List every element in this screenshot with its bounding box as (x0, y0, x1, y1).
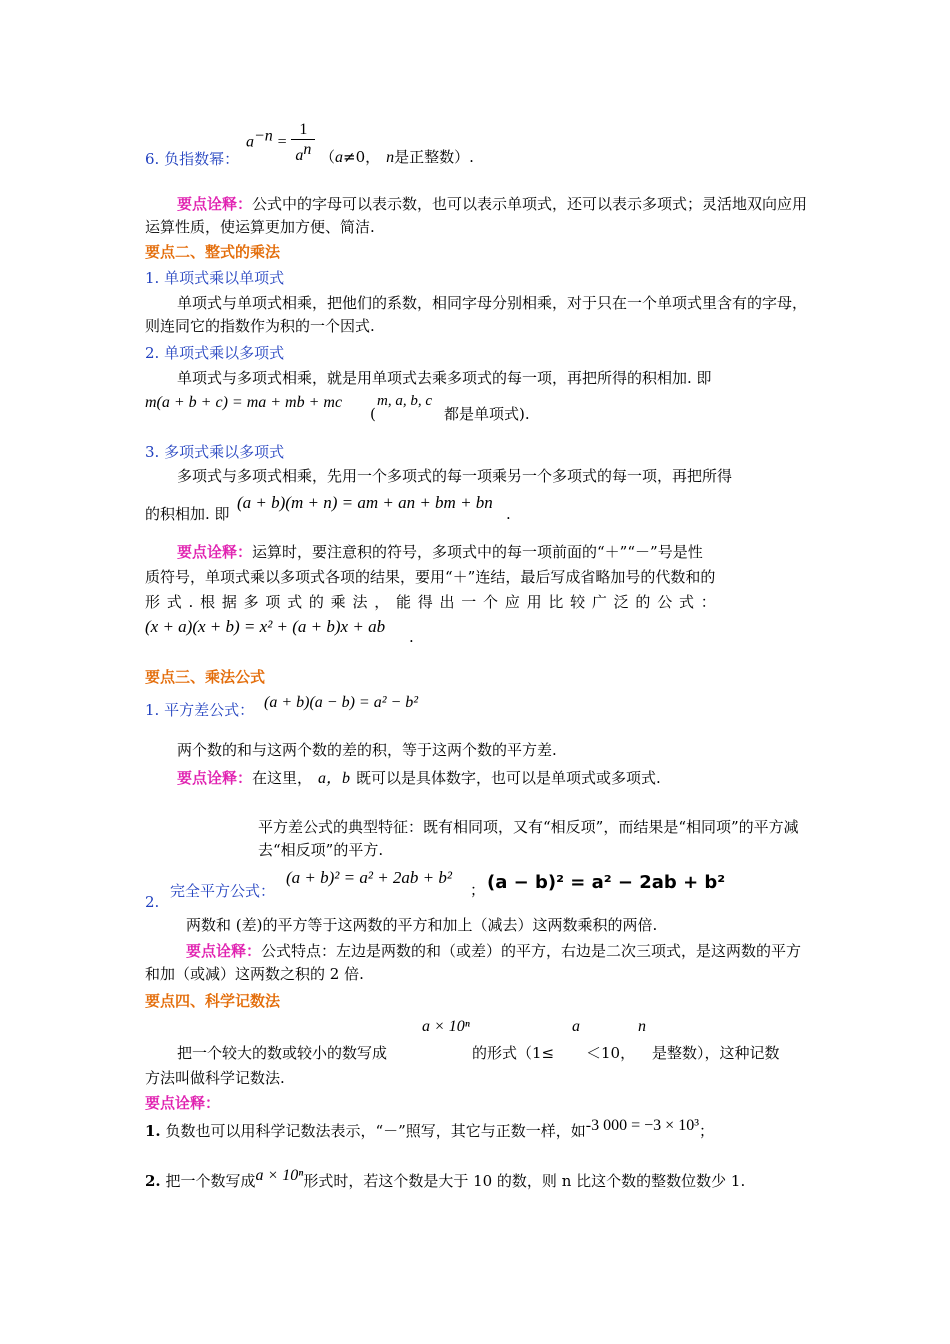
note-paragraph-1 (145, 193, 810, 240)
item-text-b: 形式时，若这个数是大于 10 的数，则 n 比这个数的整数位数少 1. (303, 1172, 746, 1190)
general-product-dot: . (409, 628, 414, 646)
formula-exponent: −n (254, 127, 273, 145)
note-text: 公式中的字母可以表示数，也可以表示单项式，还可以表示多项式；灵活地双向应用运算性质，使运算更加方便、简洁. (145, 195, 808, 237)
poly-times-poly-formula: (a + b)(m + n) = am + an + bm + bn (237, 493, 493, 512)
section-2-sub2-vars: m, a, b, c (377, 393, 432, 409)
condition-end: 是正整数）. (394, 148, 474, 166)
note-paragraph-2-line1 (177, 543, 703, 561)
formula-base: a (246, 133, 254, 151)
condition-open: （ (320, 148, 336, 166)
note-paragraph-2-line3: 形 式 . 根 据 多 项 式 的 乘 法 ， 能 得 出 一 个 应 用 比 较 广 泛 的 公 式 ： (145, 593, 716, 611)
item-number: 2. (145, 1172, 161, 1190)
section-2-sub3-title: 3. 多项式乘以多项式 (145, 443, 285, 461)
formula-fraction (291, 120, 315, 165)
note-text: 公式特点：左边是两数的和（或差）的平方，右边是二次三项式，是这两数的平方和加（或减）这两数之积的 2 倍. (145, 942, 802, 984)
section-3-sub2-number: 2. (145, 893, 160, 911)
note-paragraph-2-line2: 质符号，单项式乘以多项式各项的结果，要用“＋”连结，最后写成省略加号的代数和的 (145, 568, 716, 586)
note-text-a: 在这里， (252, 769, 313, 787)
section-2-sub2-title: 2. 单项式乘以多项式 (145, 344, 285, 362)
section-4-text5: 方法叫做科学记数法. (145, 1069, 285, 1087)
difference-of-squares-formula: (a + b)(a − b) = a² − b² (264, 694, 419, 711)
section-2-sub1-text: 单项式与单项式相乘，把他们的系数，相同字母分别相乘，对于只在一个单项式里含有的字母，则连同它的指数作为积的一个因式. (145, 294, 808, 336)
section-3-sub2-title: 完全平方公式： (170, 882, 276, 900)
negative-exponent-condition (320, 148, 474, 167)
negative-exponent-label: 6. 负指数幂： (145, 150, 240, 168)
section-4-text4: 是整数），这种记数 (652, 1044, 780, 1062)
note-ab: a，b (318, 770, 351, 787)
note-text: 运算时，要注意积的符号，多项式中的每一项前面的“＋”“－”号是性 (252, 543, 703, 561)
sci-notation-formula: a × 10ⁿ (422, 1018, 470, 1035)
item-end: ； (699, 1122, 715, 1140)
section-2-title: 要点二、整式的乘法 (145, 243, 281, 261)
note-label: 要点诠释： (177, 195, 253, 213)
section-3-sub2-text: 两数和 (差)的平方等于这两数的平方和加上（减去）这两数乘积的两倍. (186, 916, 658, 934)
condition-a: a (335, 149, 344, 166)
section-4-note-label: 要点诠释： (145, 1094, 221, 1112)
fraction-numerator: 1 (291, 120, 315, 140)
formula-equals: = (277, 133, 287, 151)
perfect-square-sum-formula: (a + b)² = a² + 2ab + b² (286, 868, 452, 887)
section-2-sub2-text: 单项式与多项式相乘，就是用单项式去乘多项式的每一项，再把所得的积相加. 即 (177, 369, 712, 387)
fraction-denominator: a (295, 147, 304, 165)
fraction-denominator-exponent: n (303, 141, 312, 159)
note-label: 要点诠释： (177, 543, 253, 561)
item-text-a: 把一个数写成 (165, 1172, 256, 1190)
negative-exponent-formula (246, 120, 315, 165)
sci-notation-n: n (638, 1018, 646, 1035)
condition-mid: ≠0， (343, 148, 381, 166)
section-3-title: 要点三、乘法公式 (145, 668, 266, 686)
note-text-b: 既可以是具体数字，也可以是单项式或多项式. (356, 769, 661, 787)
general-product-formula: (x + a)(x + b) = x² + (a + b)x + ab (145, 617, 386, 636)
item-text: 负数也可以用科学记数法表示，“－”照写，其它与正数一样，如 (165, 1122, 586, 1140)
note-label: 要点诠释： (186, 942, 262, 960)
section-2-sub3-text: 多项式与多项式相乘，先用一个多项式的每一项乘另一个多项式的每一项，再把所得 (177, 467, 733, 485)
section-2-sub3-text2: 的积相加. 即 (145, 505, 230, 523)
section-2-sub2-paren: ( (370, 405, 376, 423)
sci-notation-a: a (572, 1018, 580, 1035)
section-4-item2 (145, 1167, 746, 1191)
single-times-poly-formula: m(a + b + c) = ma + mb + mc (145, 394, 343, 411)
item-number: 1. (145, 1122, 161, 1140)
condition-n: n (386, 149, 395, 166)
perfect-square-diff-formula: (a − b)² = a² − 2ab + b² (487, 872, 726, 893)
item-formula: a × 10ⁿ (255, 1167, 304, 1184)
section-4-text2: 的形式（1≤ (472, 1044, 555, 1062)
section-3-sub1-title: 1. 平方差公式： (145, 701, 255, 719)
section-3-sub1-text: 两个数的和与这两个数的差的积，等于这两个数的平方差. (177, 741, 557, 759)
section-4-item1 (145, 1117, 715, 1141)
item-formula: -3 000 = −3 × 10³ (585, 1117, 699, 1134)
section-4-text1: 把一个较大的数或较小的数写成 (177, 1044, 388, 1062)
section-3-note (177, 769, 661, 788)
section-2-sub1-title: 1. 单项式乘以单项式 (145, 269, 285, 287)
section-2-sub2-tail: 都是单项式). (444, 405, 530, 423)
section-3-feature-text: 平方差公式的典型特征：既有相同项，又有“相反项”，而结果是“相同项”的平方减去“相反项”的平方. (258, 818, 799, 860)
section-2-sub3-dot: . (506, 505, 511, 523)
formula-separator: ； (470, 881, 486, 899)
section-3-note2 (145, 940, 810, 987)
note-label: 要点诠释： (177, 769, 253, 787)
section-4-text3: ＜10， (586, 1044, 636, 1062)
section-4-title: 要点四、科学记数法 (145, 992, 281, 1010)
